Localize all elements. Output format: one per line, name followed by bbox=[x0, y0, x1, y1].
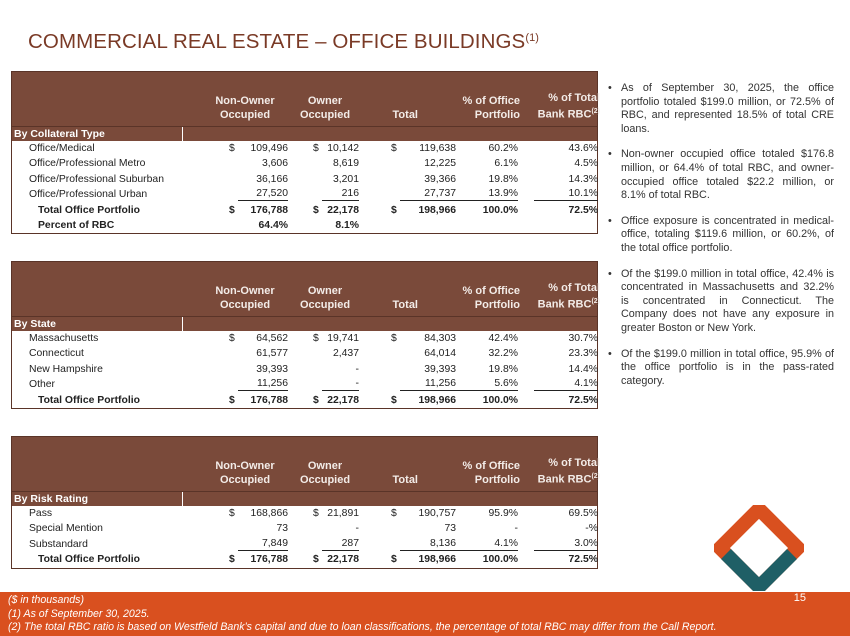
row-label: Total Office Portfolio bbox=[38, 554, 140, 566]
risk-rating-table bbox=[11, 436, 598, 569]
row-label: Connecticut bbox=[29, 348, 84, 360]
table-row bbox=[12, 521, 597, 536]
column-header-line: Portfolio bbox=[474, 299, 520, 311]
column-header-line: Occupied bbox=[299, 474, 351, 486]
pct-rbc-value: 3.0% bbox=[534, 538, 598, 551]
column-header-line: Portfolio bbox=[474, 109, 520, 121]
table-row bbox=[12, 506, 597, 521]
pct-office-value: 6.1% bbox=[494, 158, 518, 170]
dollar-sign: $ bbox=[391, 508, 397, 519]
pct-office-value: 100.0% bbox=[482, 394, 518, 406]
column-header-sup: (2) bbox=[591, 298, 600, 306]
column-header-line: Portfolio bbox=[474, 474, 520, 486]
pct-rbc-value: 43.6% bbox=[568, 143, 598, 154]
row-label: Office/Professional Suburban bbox=[29, 173, 164, 185]
non-owner-value: 64.4% bbox=[258, 219, 288, 231]
table-row bbox=[12, 362, 597, 377]
column-header-text: Bank RBC bbox=[537, 299, 592, 311]
pct-rbc-value: 14.4% bbox=[568, 363, 598, 375]
column-header-non-owner bbox=[205, 94, 285, 122]
bullet-item: • Of the $199.0 million in total office, 95.9% of the office portfolio is in the pass-rated category. bbox=[608, 348, 834, 389]
total-value: 39,366 bbox=[424, 173, 456, 185]
owner-value: 3,201 bbox=[332, 173, 359, 185]
dollar-sign: $ bbox=[391, 204, 397, 216]
row-label: Substandard bbox=[29, 538, 88, 550]
total-value: 12,225 bbox=[424, 158, 456, 170]
company-logo-icon bbox=[714, 505, 804, 596]
bullet-item: • As of September 30, 2025, the office portfolio totaled $199.0 million, or 72.5% of RBC, and represented 18.5% of total CRE loans. bbox=[608, 82, 834, 136]
total-value: 84,303 bbox=[424, 333, 456, 344]
column-header-line: Owner bbox=[307, 460, 343, 472]
section-divider bbox=[182, 492, 183, 506]
column-header-line: Non-Owner bbox=[215, 460, 275, 472]
bullet-item: • Non-owner occupied office totaled $176.8 million, or 64.4% of total RBC, and owner-occupied office totaled $22.2 million, or 8.1% of total RBC. bbox=[608, 148, 834, 202]
collateral-type-table bbox=[11, 71, 598, 234]
column-header-line: Total bbox=[392, 299, 418, 311]
non-owner-value: 11,256 bbox=[238, 378, 288, 391]
row-label: Other bbox=[29, 379, 55, 391]
pct-office-value: 19.8% bbox=[488, 173, 518, 185]
column-header-line: Occupied bbox=[299, 109, 351, 121]
column-header-line: Total bbox=[392, 109, 418, 121]
non-owner-value: 39,393 bbox=[256, 363, 288, 375]
column-header-total bbox=[372, 473, 418, 487]
owner-value: 22,178 bbox=[327, 204, 359, 216]
total-row bbox=[12, 203, 597, 218]
pct-office-value: 19.8% bbox=[488, 363, 518, 375]
owner-value: 8,619 bbox=[332, 158, 359, 170]
dollar-sign: $ bbox=[313, 394, 319, 406]
column-header-sup: (2) bbox=[591, 108, 600, 116]
dollar-sign: $ bbox=[313, 333, 319, 344]
column-header-non-owner bbox=[205, 284, 285, 312]
row-label: Pass bbox=[29, 508, 53, 519]
table-row bbox=[12, 156, 597, 171]
dollar-sign: $ bbox=[313, 143, 319, 154]
row-label: Total Office Portfolio bbox=[38, 394, 140, 406]
column-header-pct-rbc bbox=[528, 91, 600, 122]
table-body bbox=[11, 141, 598, 234]
non-owner-value: 168,866 bbox=[250, 508, 288, 519]
section-title: By Collateral Type bbox=[14, 128, 105, 140]
column-header-pct-office bbox=[450, 284, 520, 312]
pct-office-value: 100.0% bbox=[482, 204, 518, 216]
column-header-sup: (2) bbox=[591, 473, 600, 481]
dollar-sign: $ bbox=[391, 143, 397, 154]
table-header bbox=[11, 71, 598, 127]
dollar-sign: $ bbox=[391, 333, 397, 344]
column-header-text: Bank RBC bbox=[537, 474, 592, 486]
commentary-bullets bbox=[608, 82, 834, 400]
section-title: By State bbox=[14, 318, 57, 330]
pct-office-value: 100.0% bbox=[482, 554, 518, 566]
dollar-sign: $ bbox=[229, 508, 235, 519]
non-owner-value: 3,606 bbox=[261, 158, 288, 170]
owner-value: - bbox=[355, 523, 359, 535]
owner-value: 22,178 bbox=[327, 554, 359, 566]
non-owner-value: 176,788 bbox=[250, 204, 288, 216]
owner-value: 2,437 bbox=[332, 348, 359, 360]
page-number: 15 bbox=[793, 592, 806, 604]
row-label: Office/Professional Metro bbox=[29, 158, 146, 170]
total-value: 11,256 bbox=[400, 378, 456, 391]
row-label: Total Office Portfolio bbox=[38, 204, 140, 216]
table-header bbox=[11, 436, 598, 492]
section-divider bbox=[182, 127, 183, 141]
section-divider bbox=[182, 317, 183, 331]
non-owner-value: 176,788 bbox=[250, 394, 288, 406]
table-row bbox=[12, 172, 597, 187]
dollar-sign: $ bbox=[229, 394, 235, 406]
pct-rbc-value: 72.5% bbox=[568, 554, 598, 566]
pct-office-value: 42.4% bbox=[488, 333, 518, 344]
column-header-owner bbox=[295, 459, 355, 487]
pct-rbc-value: 72.5% bbox=[568, 394, 598, 406]
column-header-line bbox=[528, 105, 600, 122]
table-row bbox=[12, 187, 597, 202]
total-value: 198,966 bbox=[418, 394, 456, 406]
total-row bbox=[12, 552, 597, 567]
section-header bbox=[11, 317, 598, 331]
owner-value: - bbox=[355, 363, 359, 375]
non-owner-value: 27,520 bbox=[238, 188, 288, 201]
non-owner-value: 36,166 bbox=[256, 173, 288, 185]
column-header-non-owner bbox=[205, 459, 285, 487]
row-label: Office/Professional Urban bbox=[29, 189, 148, 201]
column-header-line: Occupied bbox=[299, 299, 351, 311]
dollar-sign: $ bbox=[229, 333, 235, 344]
owner-value: 22,178 bbox=[327, 394, 359, 406]
dollar-sign: $ bbox=[313, 508, 319, 519]
pct-rbc-value: 30.7% bbox=[568, 333, 598, 344]
non-owner-value: 176,788 bbox=[250, 554, 288, 566]
table-header bbox=[11, 261, 598, 317]
column-header-line: Occupied bbox=[219, 474, 271, 486]
column-header-pct-office bbox=[450, 459, 520, 487]
non-owner-value: 64,562 bbox=[256, 333, 288, 344]
owner-value: 216 bbox=[322, 188, 359, 201]
state-table bbox=[11, 261, 598, 409]
dollar-sign: $ bbox=[229, 204, 235, 216]
table-row bbox=[12, 346, 597, 361]
column-header-owner bbox=[295, 284, 355, 312]
dollar-sign: $ bbox=[391, 554, 397, 566]
non-owner-value: 61,577 bbox=[256, 348, 288, 360]
dollar-sign: $ bbox=[313, 204, 319, 216]
column-header-line: % of Total bbox=[548, 457, 600, 470]
owner-value: 287 bbox=[322, 538, 359, 551]
pct-rbc-value: 4.1% bbox=[534, 378, 598, 391]
section-title: By Risk Rating bbox=[14, 493, 89, 505]
footnote-1: (1) As of September 30, 2025. bbox=[8, 607, 150, 620]
total-value: 39,393 bbox=[424, 363, 456, 375]
pct-office-value: 95.9% bbox=[488, 508, 518, 519]
pct-office-value: 13.9% bbox=[454, 188, 518, 201]
pct-office-value: - bbox=[514, 523, 518, 535]
pct-rbc-value: 14.3% bbox=[568, 173, 598, 185]
pct-office-value: 5.6% bbox=[454, 378, 518, 391]
column-header-text: Bank RBC bbox=[537, 109, 592, 121]
table-body bbox=[11, 506, 598, 569]
table-row bbox=[12, 141, 597, 156]
column-header-line: % of Total bbox=[548, 282, 600, 295]
total-value: 8,136 bbox=[400, 538, 456, 551]
total-value: 64,014 bbox=[424, 348, 456, 360]
page-title: COMMERCIAL REAL ESTATE – OFFICE BUILDINGS$^{(1)}$ bbox=[28, 30, 540, 53]
pct-rbc-value: 4.5% bbox=[574, 158, 598, 170]
column-header-total bbox=[372, 108, 418, 122]
non-owner-value: 73 bbox=[276, 523, 288, 535]
column-header-line: Non-Owner bbox=[215, 95, 275, 107]
row-label: New Hampshire bbox=[29, 363, 103, 375]
pct-office-value: 32.2% bbox=[488, 348, 518, 360]
table-body bbox=[11, 331, 598, 409]
column-header-line: % of Office bbox=[462, 95, 520, 107]
total-value: 198,966 bbox=[418, 204, 456, 216]
column-header-owner bbox=[295, 94, 355, 122]
bullet-item: • Of the $199.0 million in total office, 42.4% is concentrated in Massachusetts and 32.2% is concentrated in Connecticut. The Company does not have any exposure in greater Boston or New York. bbox=[608, 268, 834, 336]
total-value: 73 bbox=[444, 523, 456, 535]
row-label: Special Mention bbox=[29, 523, 103, 535]
dollar-sign: $ bbox=[391, 394, 397, 406]
owner-value: 19,741 bbox=[327, 333, 359, 344]
column-header-line: Owner bbox=[307, 95, 343, 107]
dollar-sign: $ bbox=[313, 554, 319, 566]
pct-rbc-value: 69.5% bbox=[568, 508, 598, 519]
non-owner-value: 109,496 bbox=[250, 143, 288, 154]
pct-rbc-value: 10.1% bbox=[534, 188, 598, 201]
pct-rbc-value: 72.5% bbox=[568, 204, 598, 216]
table-row bbox=[12, 537, 597, 552]
column-header-line: % of Office bbox=[462, 460, 520, 472]
column-header-line: Non-Owner bbox=[215, 285, 275, 297]
pct-rbc-value: 23.3% bbox=[568, 348, 598, 360]
total-value: 190,757 bbox=[418, 508, 456, 519]
column-header-line: Total bbox=[392, 474, 418, 486]
total-value: 119,638 bbox=[419, 143, 456, 154]
pct-office-value: 4.1% bbox=[454, 538, 518, 551]
pct-rbc-value: -% bbox=[585, 523, 598, 535]
section-header bbox=[11, 127, 598, 141]
column-header-line bbox=[528, 470, 600, 487]
row-label: Office/Medical bbox=[29, 143, 95, 154]
dollar-sign: $ bbox=[229, 143, 235, 154]
footnote-2: (2) The total RBC ratio is based on Westfield Bank’s capital and due to loan classifications, the percentage of total RBC may differ from the Call Report. bbox=[8, 621, 717, 633]
footnotes bbox=[0, 592, 850, 636]
row-label: Percent of RBC bbox=[38, 219, 115, 231]
column-header-line: Owner bbox=[307, 285, 343, 297]
column-header-pct-rbc bbox=[528, 456, 600, 487]
bullet-item: • Office exposure is concentrated in medical-office, totaling $119.6 million, or 60.2%, of the total office portfolio. bbox=[608, 215, 834, 256]
total-row bbox=[12, 393, 597, 408]
column-header-line: Occupied bbox=[219, 109, 271, 121]
footnote-units: ($ in thousands) bbox=[8, 594, 84, 606]
non-owner-value: 7,849 bbox=[238, 538, 288, 551]
owner-value: 10,142 bbox=[327, 143, 359, 154]
section-header bbox=[11, 492, 598, 506]
column-header-line: % of Total bbox=[548, 92, 600, 105]
total-value: 27,737 bbox=[400, 188, 456, 201]
column-header-line bbox=[528, 295, 600, 312]
dollar-sign: $ bbox=[229, 554, 235, 566]
column-header-line: % of Office bbox=[462, 285, 520, 297]
owner-value: - bbox=[322, 378, 359, 391]
owner-value: 21,891 bbox=[327, 508, 359, 519]
owner-value: 8.1% bbox=[335, 219, 359, 231]
column-header-total bbox=[372, 298, 418, 312]
pct-office-value: 60.2% bbox=[488, 143, 518, 154]
row-label: Massachusetts bbox=[29, 333, 99, 344]
column-header-pct-office bbox=[450, 94, 520, 122]
column-header-line: Occupied bbox=[219, 299, 271, 311]
table-row bbox=[12, 331, 597, 346]
total-row bbox=[12, 218, 597, 233]
total-value: 198,966 bbox=[418, 554, 456, 566]
column-header-pct-rbc bbox=[528, 281, 600, 312]
table-row bbox=[12, 377, 597, 392]
